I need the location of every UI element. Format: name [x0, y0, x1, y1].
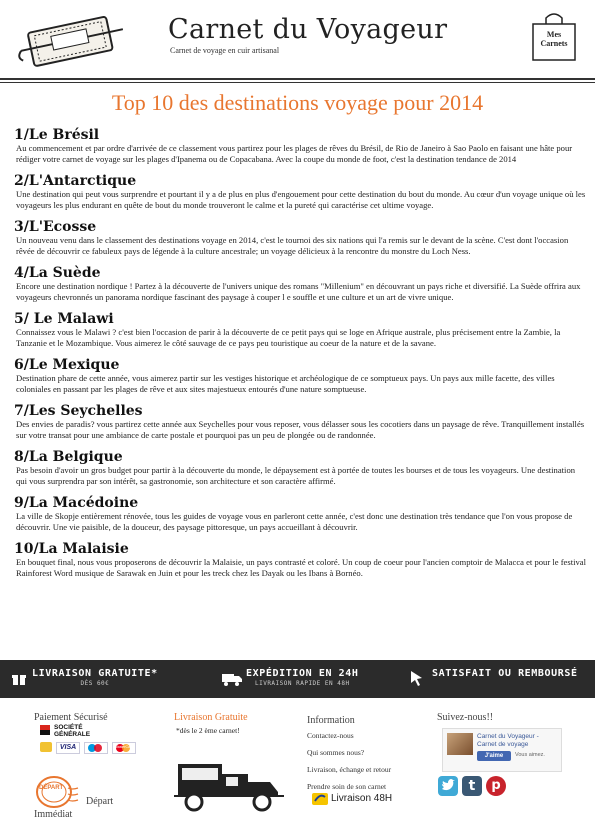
free-delivery-note: *dès le 2 ème carnet! [176, 726, 240, 735]
immediat-text: Immédiat [34, 809, 73, 820]
destination-item [14, 265, 588, 303]
bag-label-line2: Carnets [540, 39, 568, 48]
destination-text: Connaissez vous le Malawi ? c'est bien l'occasion de parir à la découverte de ce petit pays qui se loge en Afrique australe, plus précisement entre la Zambie, la Tanzanie et le Mozambique. Vous aimerez le côté sauvage de ce pays peu touristique au coeur de la nature et de la savane. [16, 327, 561, 348]
destination-item [14, 541, 588, 579]
site-header [0, 0, 595, 78]
mastercard-label: MasterCard [114, 745, 134, 749]
destination-heading: 10/La Malaisie [14, 541, 129, 557]
header-divider [0, 78, 595, 80]
visa-icon: VISA [56, 742, 80, 754]
twitter-bird-icon [438, 776, 458, 796]
depart-text: Départ [86, 796, 114, 807]
destination-text: Encore une destination nordique ! Partez à la découverte de l'univers unique des romans "Millenium" en découvrant un pays riche et diversifié. La Suède offrira aux voyageurs chevronnés un panorama nordique fascinant des paysage à couper l e souffle et une culture et un art de vivre unique. [16, 281, 581, 302]
shipping-sub: LIVRAISON RAPIDE EN 48H [254, 680, 350, 687]
shipping-label: EXPÉDITION EN 24H [246, 668, 359, 679]
bank-logo-lower [40, 730, 50, 735]
destination-item [14, 219, 588, 257]
info-title: Information [307, 715, 355, 726]
livraison-48h: Livraison 48H [331, 793, 393, 804]
gift-icon [12, 672, 26, 686]
destination-heading: 9/La Macédoine [14, 495, 139, 511]
destination-item [14, 449, 588, 487]
site-footer [0, 698, 595, 822]
destination-text: Au commencement et par ordre d'arrivée de ce classement vous partirez pour les plages de rêves du Brésil, de Rio de Janeiro à Sao Paolo en faisant une hâte pour rédiger votre carnet de voyage sur les plages d'Ipanema ou de Copacabana. Avec la coupe du monde de foot, c'est la destination tendance de 2014 [16, 143, 573, 164]
notebook-logo-icon [12, 10, 132, 70]
brand-subtitle: Carnet de voyage en cuir artisanal [170, 46, 280, 55]
bank-name-line2: GÉNÉRALE [54, 731, 91, 738]
info-link-delivery[interactable]: Livraison, échange et retour [307, 765, 392, 774]
social-title: Suivez-nous!! [437, 712, 494, 723]
info-links [307, 729, 391, 794]
payment-title: Paiement Sécurisé [34, 712, 108, 723]
refund-badge [432, 668, 578, 679]
destination-item [14, 495, 588, 533]
destinations-list [14, 127, 588, 587]
destination-text: Une destination qui peut vous surprendre et pourtant il y a de plus en plus d'engouement pour cette destination du bout du monde. Au cœur d'un voyage unique où les voyageurs les plus endurant en quête de bout du monde trouveront le calme et la pureté qui caractérise cet ultime voyage. [16, 189, 586, 210]
info-link-about[interactable]: Qui sommes nous? [307, 748, 365, 757]
info-link-care[interactable]: Prendre soin de son carnet [307, 782, 387, 791]
destination-text: En bouquet final, nous vous proposerons de découvrir la Malaisie, un pays contrasté et coloré. Un coup de coeur pour l'ancien comptoir de Malacca et pour le festival Rainforest Word musique de Sarawak en Juin et pour les treck chez les Dayak ou les Ibans à Bornéo. [16, 557, 586, 578]
destination-text: Des envies de paradis? vous partirez cette année aux Seychelles pour vous reposer, vous délasser sous les cocotiers dans un paysage de rêve. Tranquillement installés sur votre transat pour une ambiance de carte postale et pourquoi pas un peu de plongée ou de randonnée. [16, 419, 585, 440]
refund-label: SATISFAIT OU REMBOURSÉ [432, 668, 578, 679]
free-delivery-label: LIVRAISON GRATUITE* [32, 668, 158, 679]
twitter-icon[interactable] [438, 776, 458, 796]
header-divider-thin [0, 82, 595, 83]
destination-heading: 1/Le Brésil [14, 127, 100, 143]
destination-text: La ville de Skopje entièrement rénovée, tous les guides de voyage vous en parleront cette année, c'est donc une destination très tendance que l'on vous propose de découvrir. Une vie paisible, de la douceur, des paysage pittoresque, un pays accueillant à découvrir. [16, 511, 573, 532]
cursor-icon [410, 670, 424, 686]
fb-like-note: Vous aimez. [515, 752, 545, 758]
bank-name-line1: SOCIÉTÉ [54, 724, 83, 731]
chronopost-icon [312, 793, 328, 805]
destination-item [14, 357, 588, 395]
truck-icon [222, 672, 242, 686]
free-delivery-sub: DÈS 60€ [80, 680, 110, 687]
services-band [0, 660, 595, 698]
vintage-truck-icon [174, 760, 284, 812]
facebook-widget[interactable] [442, 728, 562, 772]
fb-page-name[interactable]: Carnet du Voyageur - Carnet de voyage [477, 733, 539, 748]
bank-name [54, 724, 90, 738]
destination-text: Un nouveau venu dans le classement des destinations voyage en 2014, c'est le tournoi des six nations qui l'a remis sur le devant de la scène. C'est dont l'occasion rêvée de découvrir ce fabuleux pays de légende à la culture ancestrale; un voyage délicieux à la rencontre du monstre du Loch Ness. [16, 235, 569, 256]
destination-item [14, 173, 588, 211]
bag-label-line1: Mes [546, 30, 562, 39]
mastercard-icon [112, 742, 136, 754]
destination-item [14, 127, 588, 165]
destination-heading: 8/La Belgique [14, 449, 123, 465]
destination-heading: 2/L'Antarctique [14, 173, 137, 189]
pinterest-icon[interactable]: p [486, 776, 506, 796]
destination-heading: 4/La Suède [14, 265, 101, 281]
destination-heading: 7/Les Seychelles [14, 403, 143, 419]
free-delivery-badge [32, 668, 158, 687]
info-link-contact[interactable]: Contactez-nous [307, 731, 354, 740]
free-delivery-title: Livraison Gratuite [174, 712, 248, 723]
stamp-label: DÉPART [39, 785, 64, 791]
destination-heading: 5/ Le Malawi [14, 311, 114, 327]
my-notebooks-label[interactable] [531, 30, 577, 48]
site-logo[interactable] [12, 10, 132, 70]
shipping-badge [246, 668, 359, 687]
depart-stamp-icon [34, 774, 80, 810]
maestro-circle-right [94, 744, 102, 752]
brand-title[interactable]: Carnet du Voyageur [168, 14, 448, 45]
fb-like-button[interactable]: J'aime [477, 751, 511, 761]
tumblr-icon[interactable]: t [462, 776, 482, 796]
destination-item [14, 311, 588, 349]
destination-heading: 3/L'Ecosse [14, 219, 97, 235]
maestro-icon [84, 742, 108, 754]
destination-text: Pas besoin d'avoir un gros budget pour partir à la découverte du monde, le dépaysement est à portée de toutes les bourses et de tous les voyageurs. Une destination qui vous surprendra par son intérêt, sa gastronomie, son architecture et son caractère affirmé. [16, 465, 576, 486]
destination-item [14, 403, 588, 441]
page-title: Top 10 des destinations voyage pour 2014 [111, 90, 484, 115]
destination-text: Destination phare de cette année, vous aimerez partir sur les vestiges historique et archéologique de ce somptueux pays. Un pays aux mille facette, des villes coloniales en passant par les plages de rêve et aux sites majestueux entourés d'une nature somptueuse. [16, 373, 555, 394]
card-chip-icon [40, 742, 52, 752]
fb-page-thumbnail [447, 733, 473, 755]
destination-heading: 6/Le Mexique [14, 357, 120, 373]
